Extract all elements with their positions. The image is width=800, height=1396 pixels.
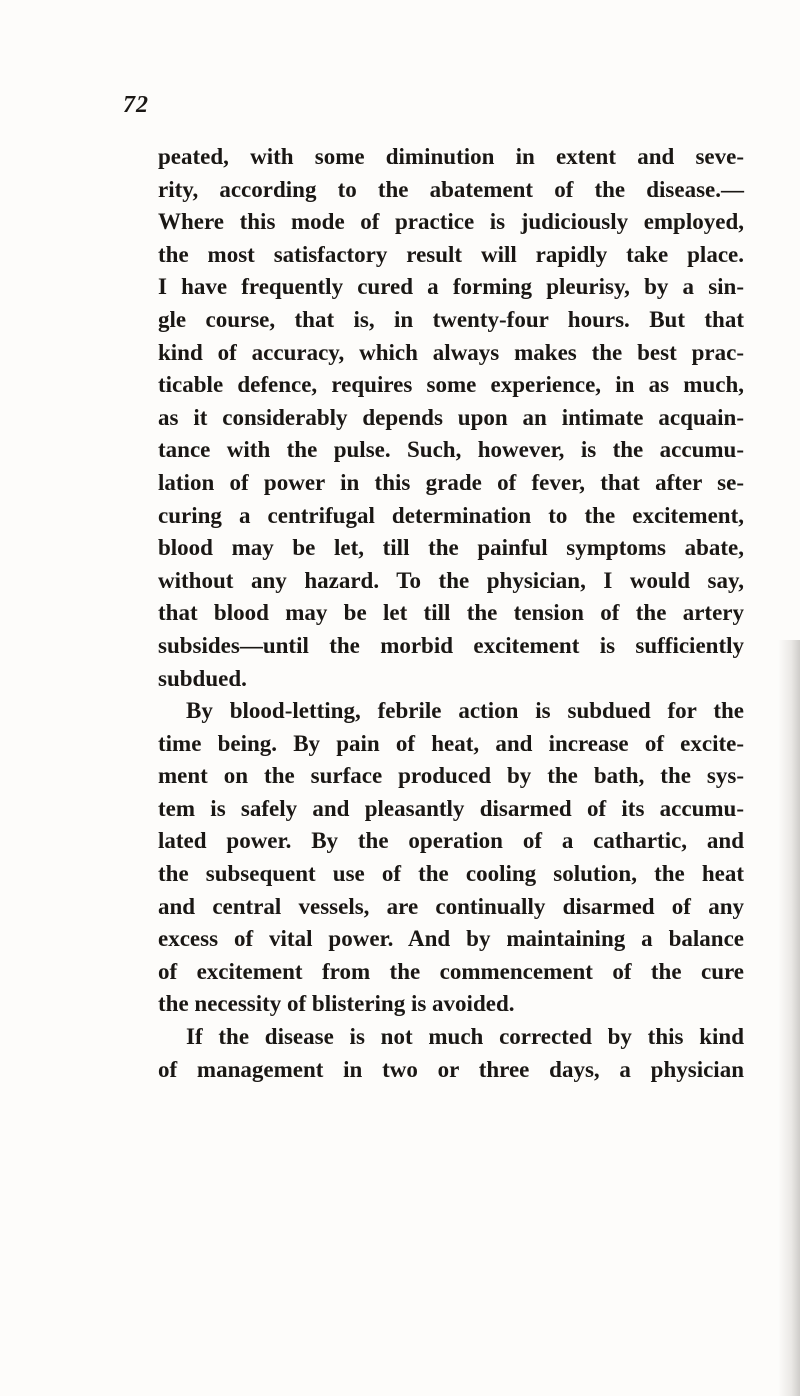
text-line: subdued. (158, 665, 247, 691)
text-line: without any hazard. To the physician, I would say, (158, 567, 744, 593)
text-line: subsides—until the morbid excitement is sufficiently (158, 632, 744, 658)
text-line: By blood-letting, febrile action is subdued for the (186, 698, 744, 724)
text-line: of excitement from the commencement of the cure (158, 958, 744, 984)
text-line: excess of vital power. And by maintaining a balance (158, 926, 744, 952)
text-line: peated, with some diminution in extent and seve- (158, 144, 744, 169)
text-line: of management in two or three days, a physician (158, 1056, 744, 1082)
page-number: 72 (123, 92, 149, 118)
text-line: blood may be let, till the painful symptoms abate, (158, 535, 744, 561)
text-line: and central vessels, are continually disarmed of any (158, 893, 744, 919)
text-line: Where this mode of practice is judiciously employed, (158, 209, 744, 235)
text-line: the subsequent use of the cooling solution, the heat (158, 861, 744, 887)
text-line: as it considerably depends upon an intimate acquain- (158, 404, 744, 430)
page-edge-shadow (778, 640, 800, 1396)
text-line: lation of power in this grade of fever, that after se- (158, 469, 744, 495)
text-line: that blood may be let till the tension of the artery (158, 600, 744, 626)
text-line: If the disease is not much corrected by this kind (186, 1024, 744, 1050)
text-line: lated power. By the operation of a cathartic, and (158, 828, 744, 854)
text-line: tance with the pulse. Such, however, is the accumu- (158, 437, 744, 463)
text-line: kind of accuracy, which always makes the best prac- (158, 339, 744, 365)
text-line: tem is safely and pleasantly disarmed of its accumu- (158, 795, 744, 821)
body-text (158, 141, 744, 1086)
text-line: ticable defence, requires some experience, in as much, (158, 372, 744, 398)
text-line: time being. By pain of heat, and increase of excite- (158, 730, 744, 756)
text-line: rity, according to the abatement of the disease.— (158, 176, 744, 202)
text-line: curing a centrifugal determination to the excitement, (158, 502, 744, 528)
text-line: the necessity of blistering is avoided. (158, 991, 515, 1017)
text-line: the most satisfactory result will rapidly take place. (158, 241, 744, 267)
text-line: I have frequently cured a forming pleurisy, by a sin- (158, 274, 744, 300)
text-line: gle course, that is, in twenty-four hours. But that (158, 306, 744, 332)
text-line: ment on the surface produced by the bath, the sys- (158, 763, 744, 789)
